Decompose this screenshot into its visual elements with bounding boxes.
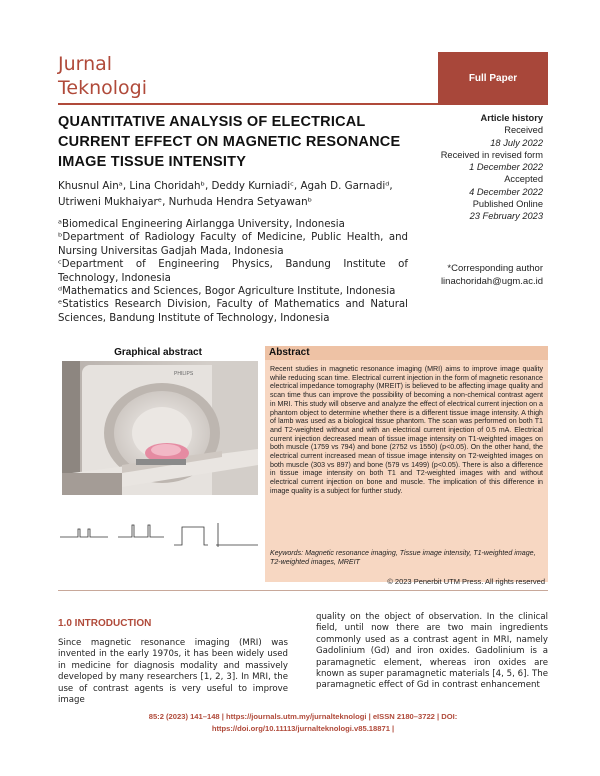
- history-title: Article history: [480, 113, 543, 123]
- affiliation-c: ᶜDepartment of Engineering Physics, Bandung Institute of Technology, Indonesia: [58, 259, 408, 284]
- affiliation-list: [58, 218, 408, 325]
- revised-date: 1 December 2022: [469, 162, 543, 173]
- corresponding-email[interactable]: linachoridah@ugm.ac.id: [440, 276, 543, 287]
- journal-name-line2: Teknologi: [58, 77, 147, 99]
- abstract-title: Abstract: [269, 347, 310, 358]
- introduction-title: 1.0 INTRODUCTION: [58, 618, 152, 629]
- journal-name-line1: Jurnal: [58, 53, 113, 75]
- accepted-date: 4 December 2022: [469, 186, 543, 197]
- pulse-waveforms: [58, 519, 268, 551]
- revised-label: Received in revised form: [440, 149, 543, 160]
- received-date: 18 July 2022: [490, 137, 543, 148]
- author-list: Khusnul Ainᵃ, Lina Choridahᵇ, Deddy Kurniadiᶜ, Agah D. Garnadiᵈ, Utriweni Mukhaiyarᵉ, Nurhuda Hendra Setyawanᵇ: [58, 180, 393, 208]
- section-divider: [58, 590, 548, 591]
- published-label: Published Online: [472, 199, 543, 210]
- page-footer: [58, 711, 548, 734]
- copyright-notice: © 2023 Penerbit UTM Press. All rights reserved: [387, 577, 545, 586]
- introduction-right-column: quality on the object of observation. In the clinical field, until now there are two main ingredients commonly used as a contrast agent in MRI, namely Gadolinium (Gd) and iron oxides. Gadolinium is a paramagnetic element, whereas iron oxides are known as super paramagnetic materials [4, 5, 6]. The paramagnetic effect of Gd in contrast enhancement: [316, 612, 548, 691]
- received-label: Received: [504, 125, 543, 136]
- accepted-label: Accepted: [504, 174, 543, 185]
- abstract-box: [265, 346, 548, 582]
- affiliation-d: ᵈMathematics and Sciences, Bogor Agriculture Institute, Indonesia: [58, 286, 396, 298]
- article-title: QUANTITATIVE ANALYSIS OF ELECTRICAL CURRENT EFFECT ON MAGNETIC RESONANCE IMAGE TISSUE INTENSITY: [58, 114, 401, 170]
- introduction-left-column: Since magnetic resonance imaging (MRI) was invented in the early 1970s, it has been widely used in medicine for diagnosis modality and massively developed by many researchers [1, 2, 3]. In MRI, the use of contrast agents is very useful to improve image: [58, 638, 288, 706]
- waveform-1: [60, 529, 108, 537]
- journal-name: [58, 52, 147, 100]
- affiliation-e: ᵉStatistics Research Division, Faculty of Mathematics and Natural Sciences, Bandung Institute of Technology, Indonesia: [58, 299, 408, 324]
- waveform-2: [118, 525, 164, 537]
- article-history: [400, 112, 543, 223]
- corresponding-author: [400, 262, 543, 288]
- mri-scanner-photo: [62, 361, 258, 495]
- waveform-3: [174, 527, 208, 545]
- published-date: 23 February 2023: [469, 211, 543, 222]
- waveform-4: [216, 523, 258, 547]
- graphical-abstract-title: Graphical abstract: [114, 347, 202, 358]
- affiliation-a: ᵃBiomedical Engineering Airlangga University, Indonesia: [58, 219, 345, 230]
- header-rule: [58, 103, 438, 105]
- scanner-brand-label: PHILIPS: [174, 371, 194, 377]
- mri-scanner-illustration: [62, 361, 258, 495]
- footer-line1[interactable]: 85:2 (2023) 141–148 | https://journals.utm.my/jurnalteknologi | eISSN 2180–3722 | DOI:: [148, 712, 458, 721]
- abstract-body: Recent studies in magnetic resonance imaging (MRI) aims to improve image quality while reducing scan time. Electrical current injection in the form of magnetic resonance electrical impedance tomography (MREIT) is believed to be affecting image quality and scan time thus can improve the possibility of becoming a non-chemical contrast agent in MRI. This study will observe and analyze the effect of electrical current injection on a phantom object to determine whether there is a different tissue image intensity. A thigh of lamb was used as a biological tissue phantom. The scan was performed on both T1 and T2-weighted without and with an electrical current injection of 0.5 mA. Electrical current injection decreased mean of tissue image intensity on T1-weighted images on both muscle (1759 vs 794) and bone (2752 vs 1550) (p<0.05). On the other hand, the electrical current increased mean of tissue image intensity on T2-weighted images on both muscle (303 vs 897) and bone (579 vs 1499) (p<0.05). There is also a difference in tissue image intensity on both T1 and T2-weighted images with and without electrical current injection on bone and muscle. The implication of this difference in image quality is a subject for further study.: [270, 365, 543, 495]
- corresponding-label: *Corresponding author: [447, 263, 543, 274]
- abstract-keywords: Keywords: Magnetic resonance imaging, Tissue image intensity, T1-weighted image, T2-weighted images, MREIT: [270, 549, 536, 566]
- full-paper-badge: Full Paper: [438, 52, 548, 105]
- footer-line2[interactable]: https://doi.org/10.11113/jurnalteknologi.v85.18871 |: [211, 723, 395, 733]
- affiliation-b: ᵇDepartment of Radiology Faculty of Medicine, Public Health, and Nursing Universitas Gadjah Mada, Indonesia: [58, 232, 408, 257]
